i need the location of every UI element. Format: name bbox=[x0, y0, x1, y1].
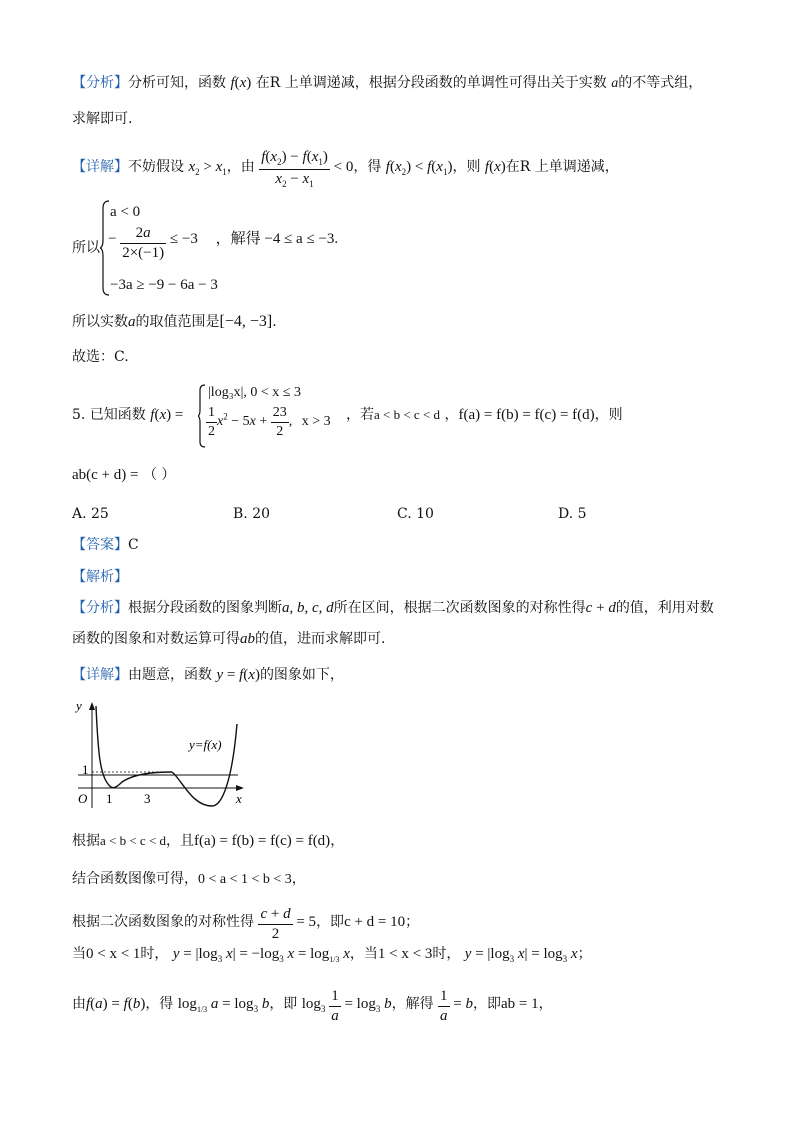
analysis-line-1 bbox=[72, 76, 702, 91]
inequality: 0 < a < 1 < b < 3 bbox=[198, 872, 292, 887]
text: 所以实数 bbox=[72, 314, 128, 330]
text: 的值，利用对数 bbox=[615, 600, 714, 616]
interval: [−4, −3] bbox=[219, 313, 273, 330]
piecewise-case-2: $\frac{1}{2}$ $x^2 - 5x$ + $\frac{23}{2}$ , x > 3 bbox=[208, 405, 331, 439]
choose-line bbox=[72, 350, 129, 364]
text: 由题意，函数 bbox=[128, 667, 212, 683]
var-a: a bbox=[611, 76, 619, 91]
text: 在R 上单调递减，根据分段函数的单调性可得出关于实数 bbox=[255, 75, 607, 91]
choice-c: C. 10 bbox=[397, 506, 434, 522]
interval-2: 1 < x < 3 bbox=[377, 946, 433, 962]
detail-tag: 【详解】 bbox=[72, 159, 128, 175]
text: . bbox=[334, 231, 339, 247]
analysis-tag: 【分析】 bbox=[72, 75, 128, 91]
text: ， bbox=[538, 996, 553, 1012]
expression: ab(c + d) = bbox=[72, 467, 139, 483]
x-tick-1-label: 1 bbox=[106, 791, 113, 806]
solution-heading bbox=[72, 570, 128, 584]
text: 的取值范围是 bbox=[135, 314, 220, 330]
solution-line-3: 根据二次函数图象的对称性得 $\frac{c + d}{2}$ = 5，即c + d = 10； bbox=[72, 906, 420, 942]
fx-expr: f(x) bbox=[230, 75, 252, 91]
choice-b: B. 20 bbox=[233, 506, 271, 522]
text: ，由 bbox=[226, 159, 255, 175]
question-number: 5. bbox=[72, 407, 86, 423]
text: ，解得 bbox=[215, 229, 261, 247]
solution-line-5: 由f(a) = f(b)，得 $\log_{1/3} a = \log_3 b$，即 $\log_3$ $\frac{1}{a}$ = $\log_3 b$，解得 $\frac{1}{a}$ = b，即ab = 1， bbox=[72, 988, 553, 1024]
text: . bbox=[272, 314, 277, 330]
vars: a, b, c, d bbox=[282, 600, 334, 616]
solution-line-1: 根据a < b < c < d，且f(a) = f(b) = f(c) = f(d)， bbox=[72, 833, 345, 849]
text: ，得 bbox=[145, 996, 174, 1012]
fx2-lt-fx1: $f(x_2) < f(x_1)$ bbox=[385, 159, 453, 177]
analysis-2-line-1: 【分析】根据分段函数的图象判断a, b, c, d所在区间，根据二次函数图象的对称性得c + d的值，利用对数 bbox=[72, 600, 714, 616]
system-row-3 bbox=[110, 278, 218, 293]
answer-tag: 【答案】 bbox=[72, 537, 128, 553]
solution-line-4: 当0 < x < 1时， $y = |\log_3$ $x| = -\log_3$ $x = \log_{1/3} x$，当1 < x < 3时， $y = |\log_3$ $x| = \log_3 x$； bbox=[72, 946, 592, 964]
text: 分析可知，函数 bbox=[128, 75, 226, 91]
text: ，即 bbox=[269, 996, 298, 1012]
text: ，则 bbox=[594, 407, 623, 423]
function-graph bbox=[72, 692, 252, 812]
answer-line bbox=[72, 538, 139, 552]
x-axis-label: x bbox=[236, 791, 242, 806]
piecewise-case-1 bbox=[208, 386, 301, 400]
text: 在R 上单调递减， bbox=[505, 159, 619, 175]
answer-value: C bbox=[128, 537, 139, 553]
question-5-cond: ，若a < b < c < d ，f(a) = f(b) = f(c) = f(d)，则 bbox=[346, 407, 623, 423]
detail-2-line: 【详解】由题意，函数 y = f(x)的图象如下， bbox=[72, 667, 344, 683]
product-value: ab = 1 bbox=[501, 996, 539, 1012]
left-brace bbox=[198, 384, 206, 448]
sum-value: c + d = 10 bbox=[344, 914, 406, 930]
system-row-2: − $\frac{2a}{2\times(-1)}$ ≤ −3 ，解得 −4 ≤ a ≤ −3. bbox=[108, 225, 339, 261]
y-axis-arrow bbox=[89, 702, 95, 710]
log-expr-2: $y = |\log_3$ $x| = \log_3 x$ bbox=[464, 946, 578, 964]
fx-expr: f(x) = bbox=[150, 407, 184, 423]
system-row-1 bbox=[110, 205, 140, 220]
x-tick-3-label: 3 bbox=[144, 791, 151, 806]
text: ； bbox=[405, 914, 420, 930]
text: ， bbox=[291, 871, 306, 887]
lt-zero: < 0 bbox=[329, 159, 354, 175]
curve-label: y=f(x) bbox=[189, 737, 222, 752]
solution-tag: 【解析】 bbox=[72, 569, 128, 585]
text: 时， bbox=[140, 946, 169, 962]
text: |log₃x|, 0 < x ≤ 3 bbox=[208, 385, 301, 400]
y-tick-1-label: 1 bbox=[82, 762, 89, 777]
origin-label: O bbox=[78, 791, 88, 806]
ineq-x2-x1: $x_2 > x_1$ bbox=[188, 159, 227, 177]
question-5-label bbox=[72, 408, 183, 423]
text: ，即 bbox=[473, 996, 501, 1012]
analysis-line-2 bbox=[72, 112, 132, 126]
text: 根据二次函数图象的对称性得 bbox=[72, 914, 254, 930]
equality: f(a) = f(b) = f(c) = f(d) bbox=[458, 407, 595, 423]
analysis-2-line-2: 函数的图象和对数运算可得ab的值，进而求解即可. bbox=[72, 631, 386, 647]
text: x > 3 bbox=[301, 414, 331, 429]
text: 的图象如下， bbox=[259, 667, 344, 683]
range-line: 所以实数a的取值范围是[−4, −3]. bbox=[72, 313, 277, 330]
text: 的不等式组， bbox=[618, 75, 703, 91]
detail-line bbox=[72, 150, 619, 189]
solution-line-2 bbox=[72, 872, 306, 887]
fraction-2a: $\frac{2a}{2\times(-1)}$ bbox=[122, 225, 165, 261]
system-prefix bbox=[72, 241, 100, 255]
log-expr-1: $y = |\log_3$ $x| = -\log_3$ $x = \log_{1/3} x$ bbox=[172, 946, 350, 964]
text: ，且 bbox=[166, 833, 195, 849]
text: −3a ≥ −9 − 6a − 3 bbox=[110, 277, 218, 293]
text: 函数的图象和对数运算可得 bbox=[72, 631, 240, 647]
text: 不妨假设 bbox=[128, 159, 184, 175]
y-axis-label: y bbox=[76, 698, 82, 713]
choice-a: A. 25 bbox=[72, 506, 109, 522]
text: 时， bbox=[432, 946, 461, 962]
choice-d: D. 5 bbox=[558, 506, 587, 522]
text: ，解得 bbox=[391, 996, 434, 1012]
text: 求解即可. bbox=[72, 111, 133, 127]
text: 的值，进而求解即可. bbox=[255, 631, 386, 647]
condition: a < b < c < d bbox=[374, 407, 441, 422]
text: 当 bbox=[72, 946, 86, 962]
text: 所在区间，根据二次函数图象的对称性得 bbox=[333, 600, 586, 616]
question-5-expr bbox=[72, 468, 175, 483]
equality: f(a) = f(b) = f(c) = f(d) bbox=[194, 833, 331, 849]
text: 根据 bbox=[72, 833, 100, 849]
text: ，即 bbox=[316, 914, 345, 930]
condition: a < b < c < d bbox=[100, 833, 167, 848]
text: 由 bbox=[72, 996, 86, 1012]
text: a < 0 bbox=[110, 204, 141, 220]
difference-quotient: $\frac{f(x_2) - f(x_1)}{x_2 - x_1}$ bbox=[261, 149, 328, 189]
text: ≤ −3 bbox=[169, 231, 198, 247]
solve-value: −4 ≤ a ≤ −3 bbox=[264, 231, 335, 247]
text: 所以 bbox=[72, 240, 100, 256]
blank: （ ） bbox=[142, 467, 176, 483]
text: 根据分段函数的图象判断 bbox=[128, 600, 282, 616]
detail-tag: 【详解】 bbox=[72, 667, 128, 683]
fx-expr: f(x) bbox=[484, 159, 506, 175]
text: ，若 bbox=[346, 407, 374, 423]
text: 结合函数图像可得， bbox=[72, 871, 198, 887]
text: ，当 bbox=[349, 946, 378, 962]
interval-1: 0 < x < 1 bbox=[86, 946, 141, 962]
analysis-tag: 【分析】 bbox=[72, 600, 128, 616]
text: 故选：C. bbox=[72, 349, 129, 365]
text: ，得 bbox=[353, 159, 382, 175]
text: 已知函数 bbox=[89, 407, 146, 423]
text: ，则 bbox=[452, 159, 481, 175]
